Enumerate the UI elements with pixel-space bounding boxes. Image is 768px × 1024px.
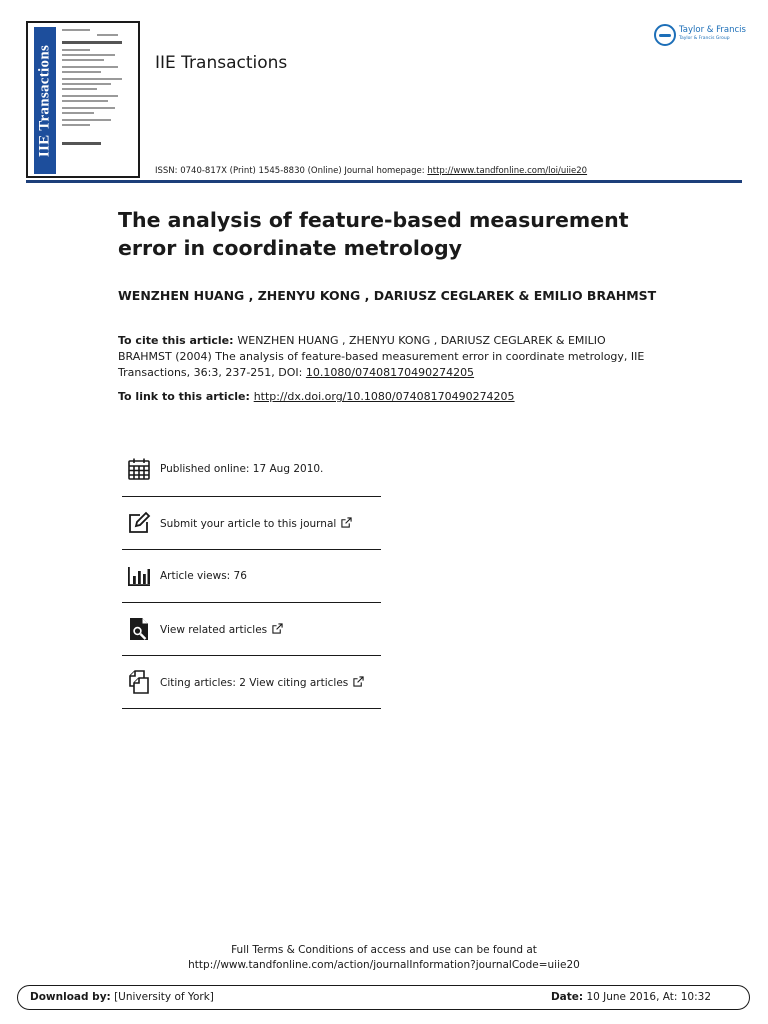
issn-line — [155, 166, 587, 176]
terms-notice — [0, 943, 768, 973]
cover-spine — [34, 27, 56, 174]
journal-cover-image — [26, 21, 140, 178]
taylor-francis-logo-icon — [654, 24, 676, 46]
info-row-related[interactable] — [122, 603, 381, 656]
citing-documents-icon — [127, 670, 151, 694]
related-articles-link[interactable] — [160, 623, 283, 636]
issn-text: ISSN: 0740-817X (Print) 1545-8830 (Online) Journal homepage: — [155, 166, 428, 176]
download-info — [30, 991, 214, 1003]
terms-url[interactable]: http://www.tandfonline.com/action/journalInformation?journalCode=uiie20 — [188, 959, 580, 971]
search-document-icon — [127, 617, 151, 641]
cover-contents-lines — [62, 29, 132, 170]
link-label: To link to this article: — [118, 390, 254, 403]
date-label: Date: — [550, 991, 584, 1003]
publisher-name: Taylor & Francis — [679, 25, 746, 35]
related-label: View related articles — [160, 623, 268, 636]
publisher-logo — [654, 23, 750, 47]
cite-text: WENZHEN HUANG , ZHENYU KONG , DARIUSZ CEGLAREK & EMILIO BRAHMST (2004) The analysis of feature-based measurement error in coordinate metrology, IIE Transactions, 36:3, 237-251, DOI: — [118, 334, 645, 379]
external-link-icon — [272, 623, 283, 634]
edit-icon — [127, 511, 151, 535]
info-row-submit[interactable] — [122, 497, 381, 550]
cite-label: To cite this article: — [118, 334, 238, 347]
publisher-group: Taylor & Francis Group — [679, 36, 730, 41]
citing-label: Citing articles: 2 View citing articles — [160, 676, 349, 689]
external-link-icon — [353, 676, 364, 687]
external-link-icon — [341, 517, 352, 528]
download-footer — [17, 985, 750, 1010]
download-value: [University of York] — [110, 991, 214, 1003]
journal-title: IIE Transactions — [155, 53, 288, 73]
info-row-citing[interactable] — [122, 656, 381, 709]
download-date — [551, 991, 711, 1003]
article-views: Article views: 76 — [160, 570, 247, 582]
published-date: Published online: 17 Aug 2010. — [160, 463, 324, 475]
link-block — [118, 389, 515, 405]
info-row-published — [122, 442, 381, 497]
submit-label: Submit your article to this journal — [160, 517, 337, 530]
terms-line-1: Full Terms & Conditions of access and use can be found at — [231, 944, 537, 956]
calendar-icon — [127, 457, 151, 481]
info-row-views — [122, 550, 381, 603]
citation-block — [118, 333, 658, 381]
doi-link[interactable]: 10.1080/07408170490274205 — [305, 366, 475, 379]
article-authors: WENZHEN HUANG , ZHENYU KONG , DARIUSZ CEGLAREK & EMILIO BRAHMST — [118, 288, 657, 303]
bar-chart-icon — [127, 564, 151, 588]
cover-spine-title: IIE Transactions — [36, 44, 53, 157]
header-divider — [26, 180, 742, 183]
date-value: 10 June 2016, At: 10:32 — [583, 991, 711, 1003]
article-title: The analysis of feature-based measurement error in coordinate metrology — [118, 208, 629, 260]
submit-article-link[interactable] — [160, 517, 352, 530]
download-label: Download by: — [30, 991, 111, 1003]
article-info-list — [122, 442, 381, 709]
journal-homepage-link[interactable]: http://www.tandfonline.com/loi/uiie20 — [427, 166, 588, 176]
article-doi-url-link[interactable]: http://dx.doi.org/10.1080/07408170490274205 — [253, 390, 515, 403]
citing-articles-link[interactable] — [160, 676, 364, 689]
